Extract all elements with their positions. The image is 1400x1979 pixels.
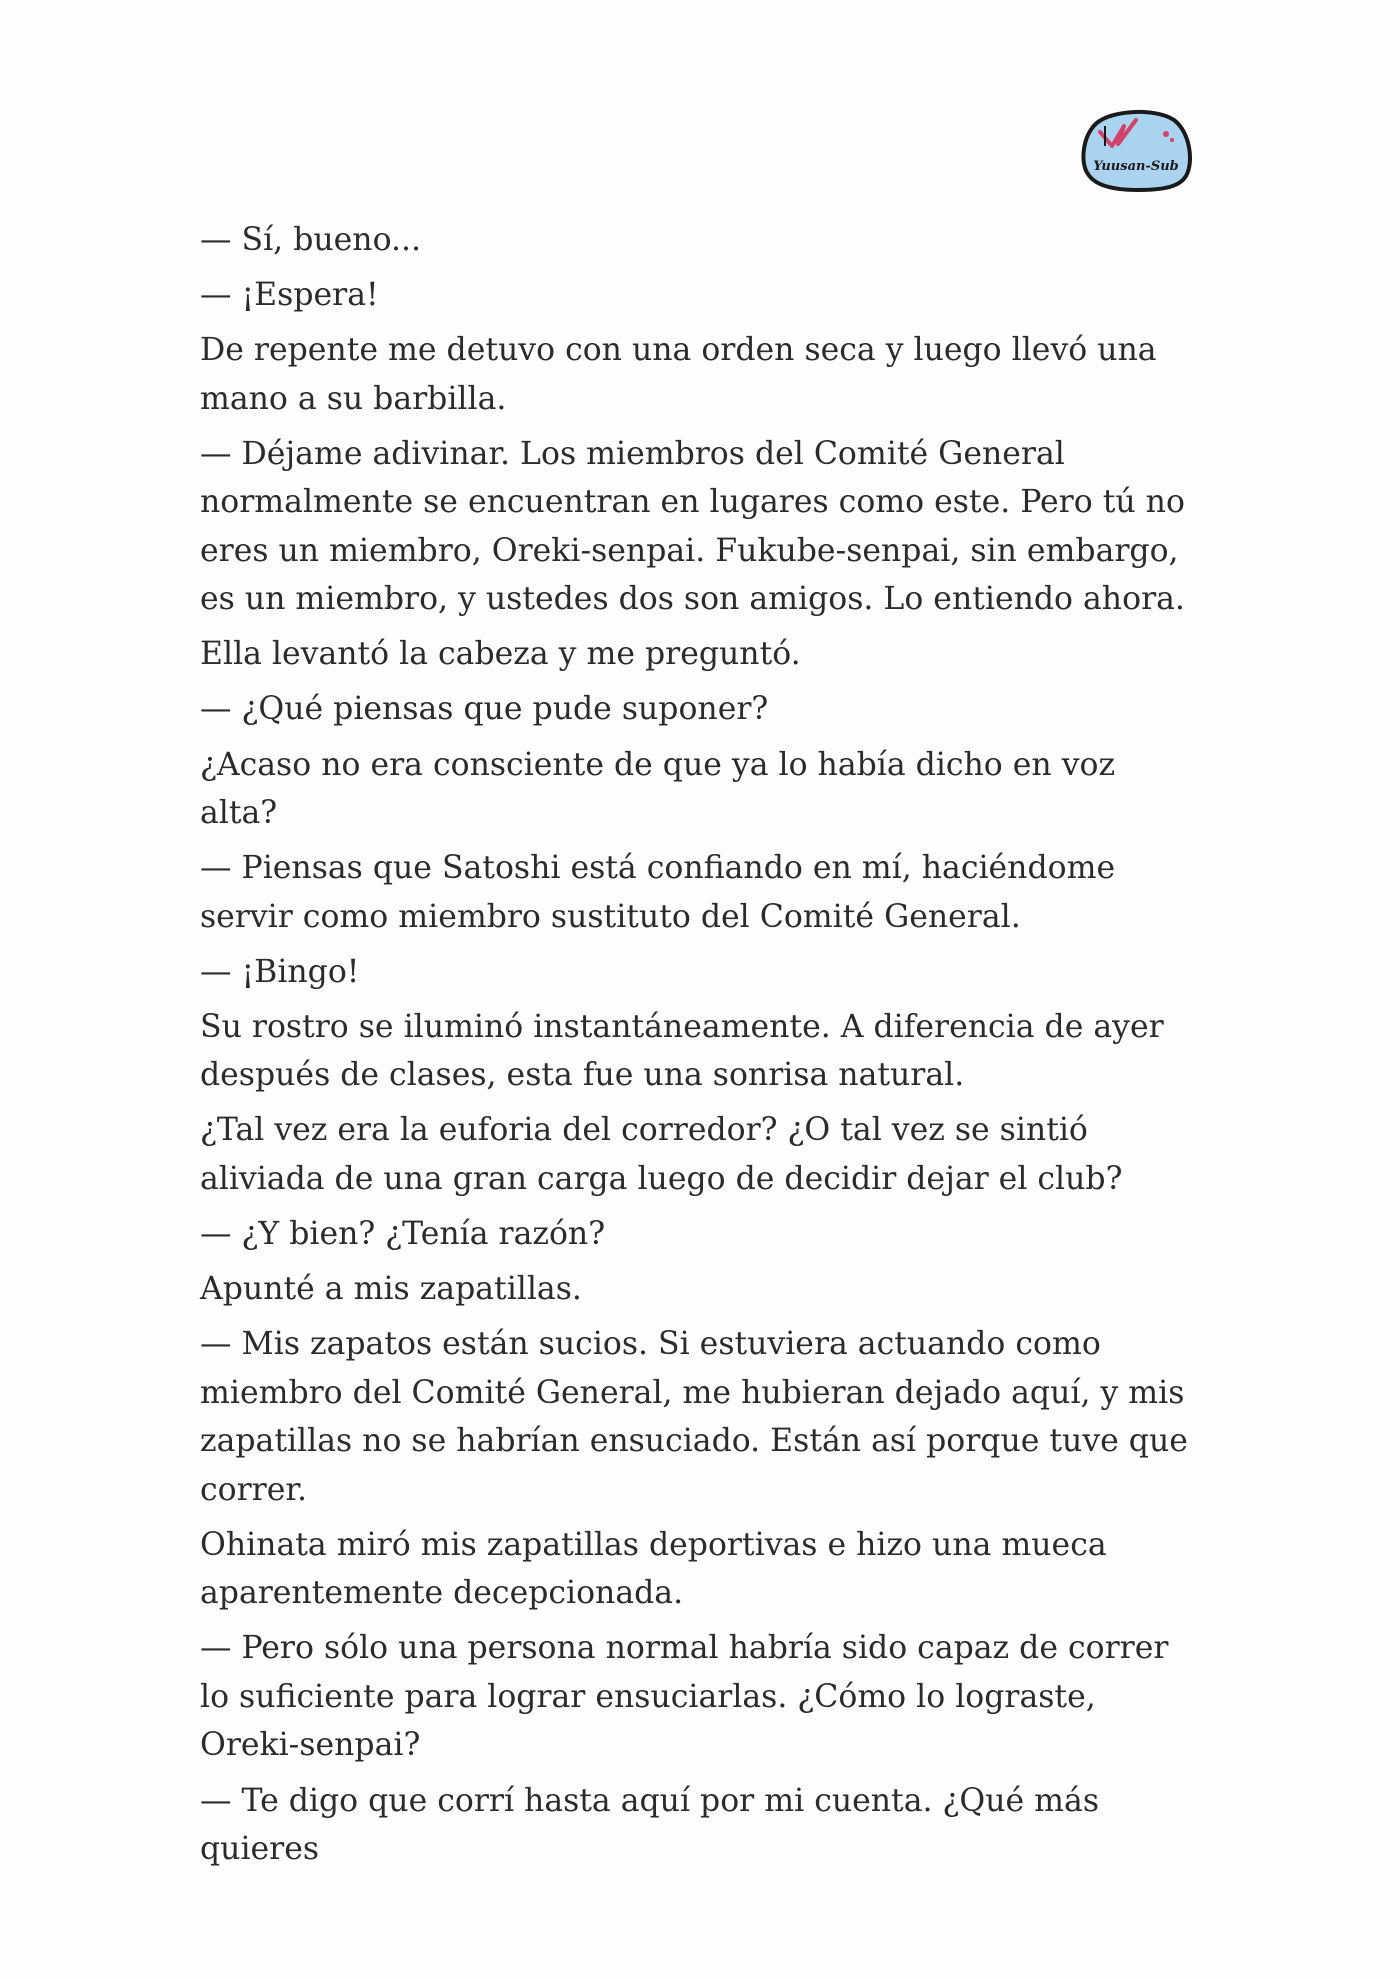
- paragraph: — Mis zapatos están sucios. Si estuviera actuando como miembro del Comité General, me hubieran dejado aquí, y mis zapatillas no se habrían ensuciado. Están así porque tuve que correr.: [200, 1326, 1188, 1508]
- paragraph: Ohinata miró mis zapatillas deportivas e hizo una mueca aparentemente decepcionada.: [200, 1526, 1107, 1612]
- paragraph: — Déjame adivinar. Los miembros del Comité General normalmente se encuentran en lugares como este. Pero tú no eres un miembro, Oreki-senpai. Fukube-senpai, sin embargo, es un miembro, y ustedes dos son amigos. Lo entiendo ahora.: [200, 435, 1185, 618]
- paragraph: ¿Tal vez era la euforia del corredor? ¿O tal vez se sintió aliviada de una gran carga luego de decidir dejar el club?: [200, 1112, 1123, 1197]
- paragraph: — Sí, bueno...: [200, 222, 422, 258]
- shield-logo-icon: [1078, 104, 1196, 196]
- paragraph: Apunté a mis zapatillas.: [200, 1271, 582, 1308]
- paragraph: — Piensas que Satoshi está confiando en mí, haciéndome servir como miembro sustituto del Comité General.: [200, 850, 1116, 935]
- paragraph: — ¿Y bien? ¿Tenía razón?: [200, 1216, 606, 1253]
- paragraph: — ¡Bingo!: [200, 953, 360, 990]
- logo-text: Yuusan-Sub: [1093, 159, 1179, 174]
- paragraph: De repente me detuvo con una orden seca y luego llevó una mano a su barbilla.: [200, 332, 1157, 417]
- paragraph: Su rostro se iluminó instantáneamente. A diferencia de ayer después de clases, esta fue una sonrisa natural.: [200, 1008, 1164, 1094]
- paragraph: — Pero sólo una persona normal habría sido capaz de correr lo suficiente para lograr ensuciarlas. ¿Cómo lo lograste, Oreki-senpai?: [200, 1630, 1169, 1764]
- text-body: [200, 216, 1200, 1880]
- paragraph: Ella levantó la cabeza y me preguntó.: [200, 636, 801, 673]
- paragraph: — Te digo que corrí hasta aquí por mi cuenta. ¿Qué más quieres: [200, 1782, 1099, 1867]
- paragraph: — ¿Qué piensas que pude suponer?: [200, 691, 769, 728]
- paragraph: — ¡Espera!: [200, 277, 379, 314]
- paragraph: ¿Acaso no era consciente de que ya lo había dicho en voz alta?: [200, 746, 1116, 832]
